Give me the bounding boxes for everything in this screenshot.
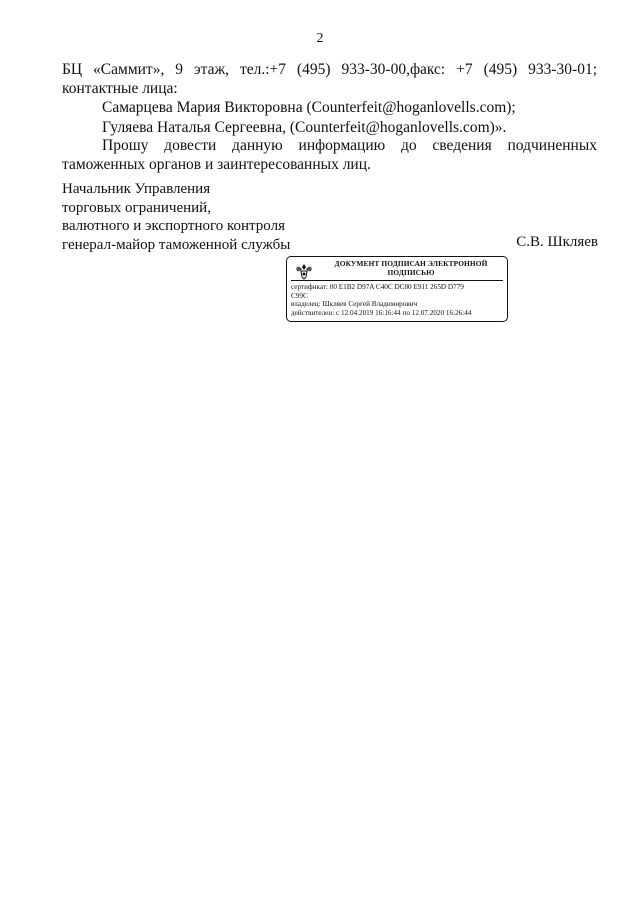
stamp-certificate: сертификат: 00 E1B2 D97A C40C DC80 E911 265D D779 <box>291 283 464 292</box>
request-line-1: Прошу довести данную информацию до сведения подчиненных <box>102 137 597 154</box>
stamp-owner: владелец: Шкляев Сергей Владимирович <box>291 300 418 309</box>
coat-of-arms-icon <box>293 262 315 280</box>
contact-1-paragraph <box>62 98 597 117</box>
signatory-title-line-2: торговых ограничений, <box>62 199 211 216</box>
signatory-title-line-1: Начальник Управления <box>62 181 211 197</box>
contact-1: Самарцева Мария Викторовна (Counterfeit@hoganlovells.com); <box>102 99 516 116</box>
contacts-label: контактные лица: <box>62 80 178 97</box>
signatory-title-line-3: валютного и экспортного контроля <box>62 218 285 234</box>
contact-2-paragraph <box>62 118 597 137</box>
stamp-divider <box>291 280 503 281</box>
stamp-validity: действителен: с 12.04.2019 16:16:44 по 12.07.2020 16:26:44 <box>291 308 472 317</box>
signatory-title-line-4: генерал-майор таможенной службы <box>62 236 291 253</box>
electronic-signature-stamp <box>286 256 508 322</box>
address-paragraph <box>62 60 597 98</box>
contact-2: Гуляева Наталья Сергеевна, (Counterfeit@hoganlovells.com)». <box>102 119 507 136</box>
address-line: БЦ «Саммит», 9 этаж, тел.:+7 (495) 933-30-00,факс: +7 (495) 933-30-01; <box>62 61 597 78</box>
signatory-name: С.В. Шкляев <box>516 234 598 250</box>
stamp-certificate-continued: C99C <box>291 291 308 300</box>
stamp-title-line-2: ПОДПИСЬЮ <box>387 267 435 277</box>
request-paragraph <box>62 136 597 174</box>
page-number: 2 <box>316 31 324 46</box>
request-line-2: таможенных органов и заинтересованных лиц. <box>62 156 371 173</box>
stamp-title-line-1: ДОКУМЕНТ ПОДПИСАН ЭЛЕКТРОННОЙ <box>334 259 488 268</box>
